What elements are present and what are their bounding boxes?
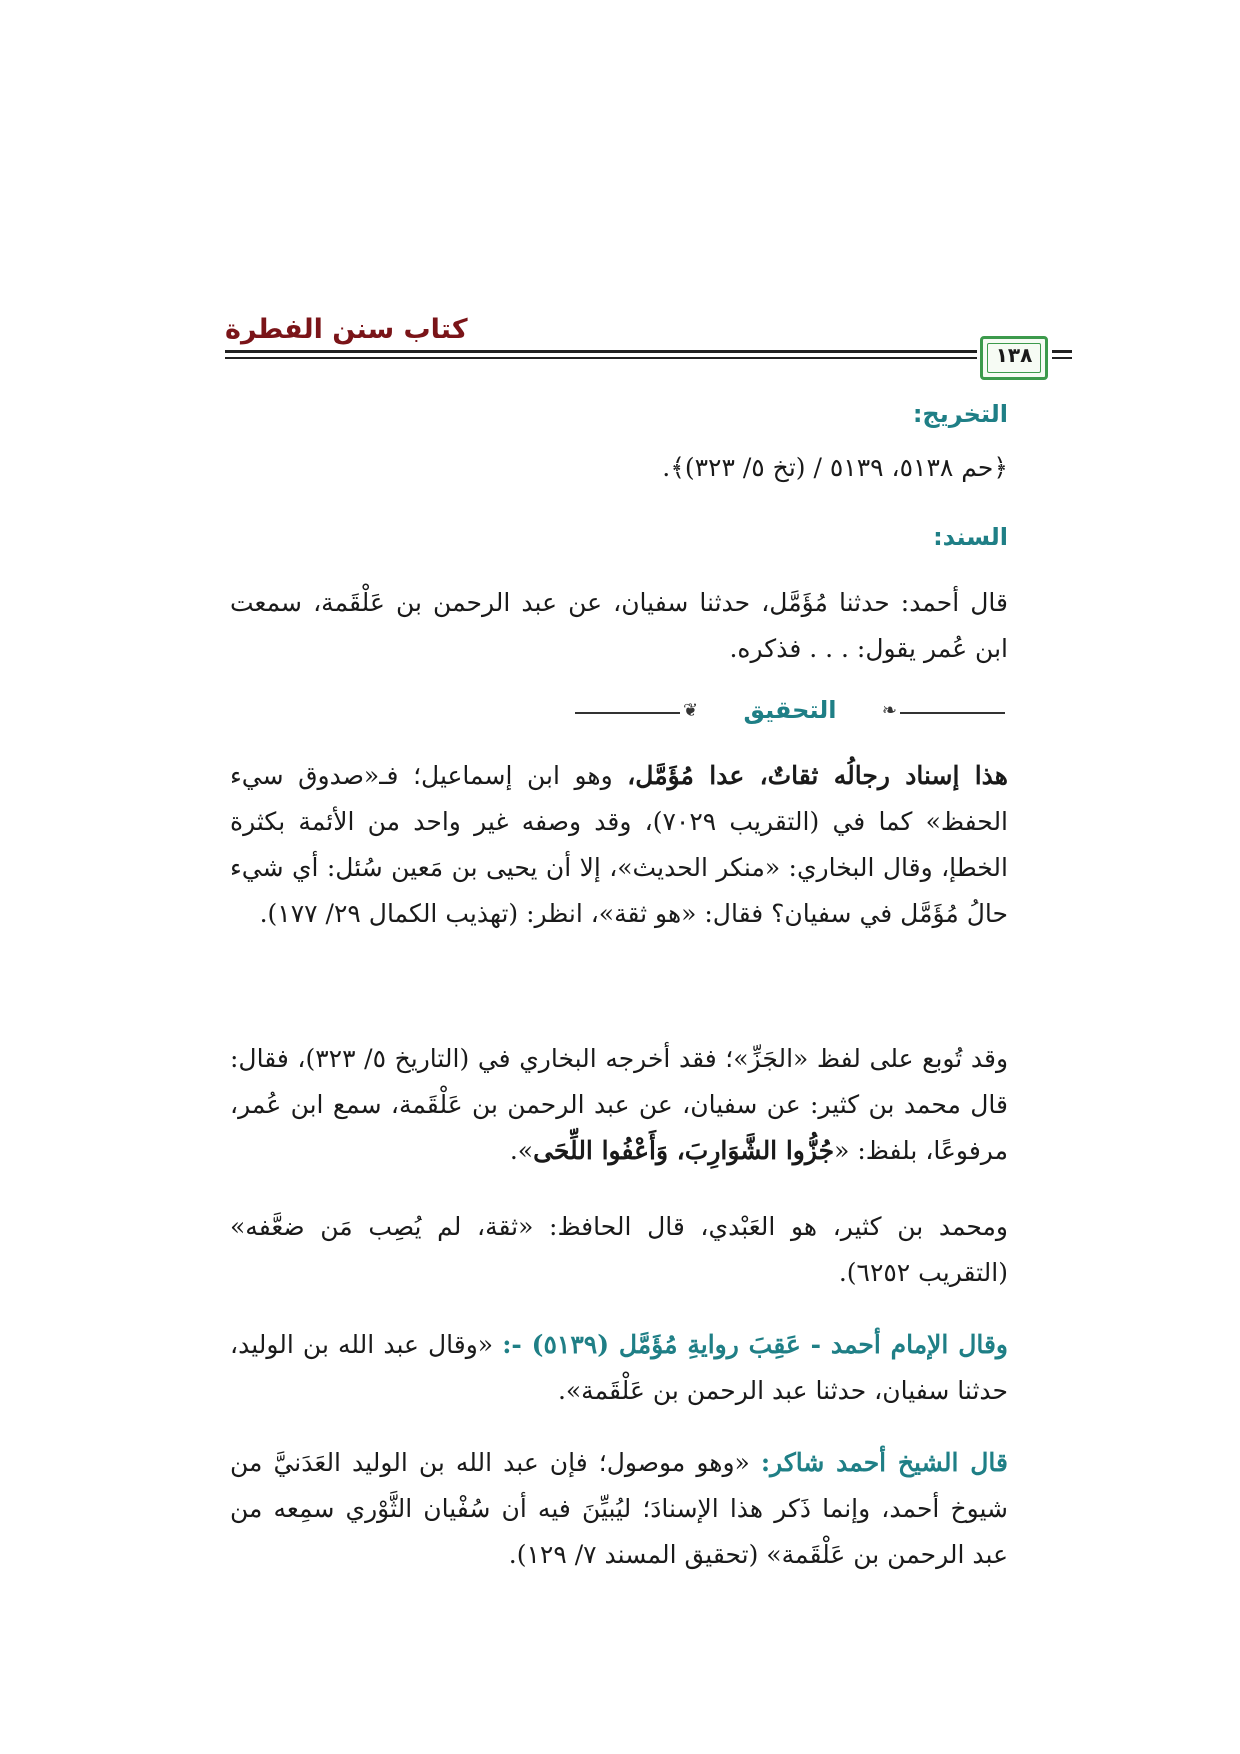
tahqiq-p4-heading: وقال الإمام أحمد - عَقِبَ روايةِ مُؤَمَّل (٥١٣٩) -: xyxy=(502,1330,1008,1359)
tahqiq-paragraph-1 xyxy=(230,753,1008,937)
tahqiq-paragraph-4 xyxy=(230,1322,1008,1414)
ornament-icon: ❦ xyxy=(683,700,699,721)
section-divider xyxy=(575,698,1005,728)
tahqiq-paragraph-2 xyxy=(230,1036,1008,1174)
tahqiq-p4-text: «وقال عبد الله بن الوليد، حدثنا سفيان، حدثنا عبد الرحمن بن عَلْقَمة». xyxy=(230,1330,1008,1405)
tahqiq-p5-text: «وهو موصول؛ فإن عبد الله بن الوليد العَدَنيَّ من شيوخ أحمد، وإنما ذَكر هذا الإسنادَ؛ ليُبيِّنَ فيه أن سُفْيان الثَّوْري سمِعه من عبد الرحمن بن عَلْقَمة» (تحقيق المسند ٧/ ١٢٩). xyxy=(230,1448,1008,1569)
tahqiq-p5-heading: قال الشيخ أحمد شاكر: xyxy=(760,1448,1008,1477)
tahqiq-paragraph-5 xyxy=(230,1440,1008,1578)
page-number-frame xyxy=(980,336,1048,380)
sanad-text: قال أحمد: حدثنا مُؤَمَّل، حدثنا سفيان، عن عبد الرحمن بن عَلْقَمة، سمعت ابن عُمر يقول: . . . فذكره. xyxy=(230,588,1008,663)
takhrij-refs xyxy=(230,445,1008,491)
takhrij-heading: التخريج: xyxy=(912,400,1008,428)
tahqiq-paragraph-3 xyxy=(230,1204,1008,1296)
hadith-wording: جُزُّوا الشَّوَارِبَ، وَأَعْفُوا اللِّحَى xyxy=(533,1136,835,1165)
ornament-icon: ❧ xyxy=(881,700,897,721)
tahqiq-p1-bold: هذا إسناد رجالُه ثقاتٌ، عدا مُؤَمَّل، xyxy=(627,761,1008,790)
sanad-block xyxy=(230,580,1008,672)
tahqiq-heading: التحقيق xyxy=(743,696,837,724)
header-rule xyxy=(225,350,977,353)
tahqiq-p1-text: وهو ابن إسماعيل؛ فـ«صدوق سيء الحفظ» كما في (التقريب ٧٠٢٩)، وقد وصفه غير واحد من الأئمة بكثرة الخطإ، وقال البخاري: «منكر الحديث»، إلا أن يحيى بن مَعين سُئل: أي شيء حالُ مُؤَمَّل في سفيان؟ فقال: «هو ثقة»، انظر: (تهذيب الكمال ٢٩/ ١٧٧). xyxy=(230,761,1009,928)
page-number: ١٣٨ xyxy=(995,343,1033,367)
header-rule-right xyxy=(1052,350,1072,353)
takhrij-refs-text: ﴿حم ٥١٣٨، ٥١٣٩ / (تخ ٥/ ٣٢٣)﴾. xyxy=(662,453,1008,482)
tahqiq-p2-start: وقد تُوبع على لفظ «الجَزِّ»؛ فقد أخرجه البخاري في (التاريخ ٥/ ٣٢٣)، فقال: قال محمد بن كثير: عن سفيان، عن عبد الرحمن بن عَلْقَمة، سمع ابن عُمر، مرفوعًا، بلفظ: « xyxy=(230,1044,1009,1165)
sanad-heading: السند: xyxy=(933,523,1008,551)
book-title: كتاب سنن الفطرة xyxy=(225,314,468,345)
tahqiq-p2-end: ». xyxy=(509,1136,534,1165)
tahqiq-p3-text: ومحمد بن كثير، هو العَبْدي، قال الحافظ: «ثقة، لم يُصِب مَن ضعَّفه» (التقريب ٦٢٥٢). xyxy=(230,1212,1008,1287)
